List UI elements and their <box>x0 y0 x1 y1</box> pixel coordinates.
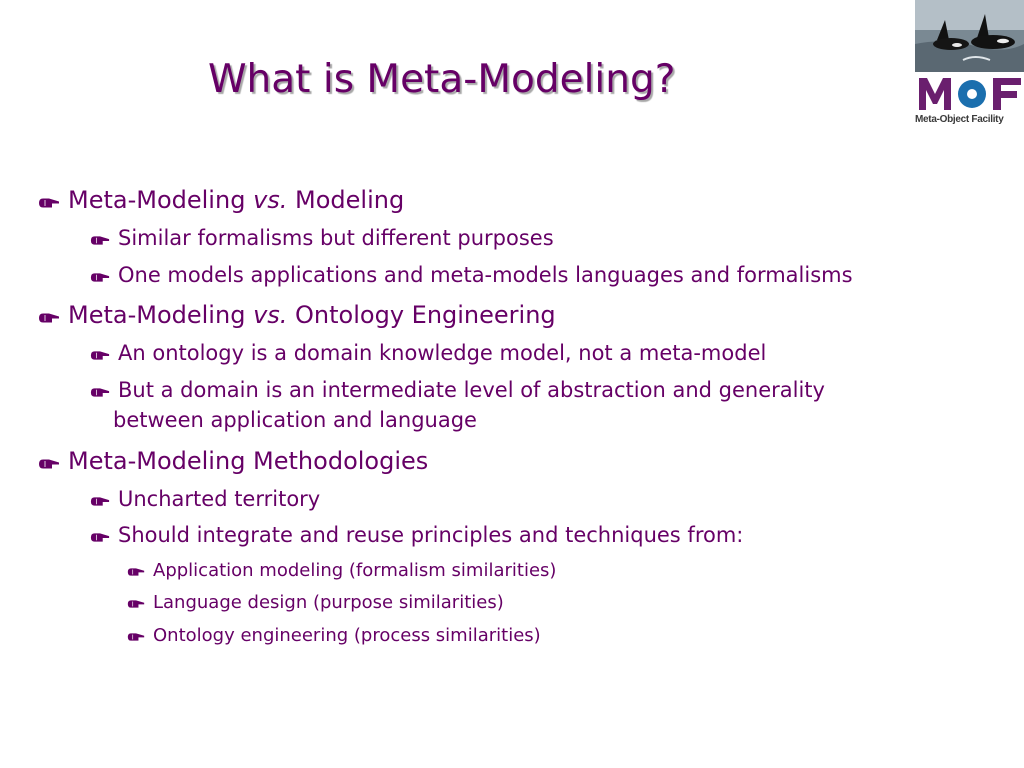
bullet-text: Uncharted territory <box>118 487 321 511</box>
bullet-methodologies <box>38 447 428 476</box>
pointing-hand-icon <box>90 342 110 366</box>
bullet-text: Meta-Modeling <box>68 186 254 214</box>
bullet-text: But a domain is an intermediate level of abstraction and generality <box>118 378 825 402</box>
slide-title: What is Meta-Modeling? <box>208 57 676 102</box>
bullet-text-emphasis: vs. <box>253 186 288 214</box>
pointing-hand-icon <box>127 593 145 614</box>
bullet-text: between application and language <box>113 408 477 432</box>
bullet-text: Ontology engineering (process similarities) <box>153 625 541 646</box>
pointing-hand-icon <box>38 448 60 476</box>
bullet-text: Similar formalisms but different purposes <box>118 226 554 250</box>
sub-sub-bullet <box>127 625 541 647</box>
bullet-text: Ontology Engineering <box>287 301 556 329</box>
pointing-hand-icon <box>90 488 110 512</box>
bullet-text: An ontology is a domain knowledge model, not a meta-model <box>118 341 767 365</box>
pointing-hand-icon <box>127 561 145 582</box>
bullet-meta-modeling-vs-modeling <box>38 186 404 215</box>
sub-bullet <box>90 487 320 512</box>
pointing-hand-icon <box>90 379 110 403</box>
sub-bullet <box>90 523 743 548</box>
pointing-hand-icon <box>38 302 60 330</box>
pointing-hand-icon <box>90 264 110 288</box>
bullet-meta-modeling-vs-ontology <box>38 301 556 330</box>
pointing-hand-icon <box>90 227 110 251</box>
bullet-text: Language design (purpose similarities) <box>153 592 504 613</box>
bullet-text: Should integrate and reuse principles and techniques from: <box>118 523 744 547</box>
bullet-text: Meta-Modeling Methodologies <box>68 447 429 475</box>
bullet-text: Meta-Modeling <box>68 301 254 329</box>
pointing-hand-icon <box>38 187 60 215</box>
bullet-text: Application modeling (formalism similarities) <box>153 560 557 581</box>
sub-sub-bullet <box>127 560 556 582</box>
bullet-text-emphasis: vs. <box>253 301 288 329</box>
sub-bullet-continuation <box>113 408 477 432</box>
sub-bullet <box>90 341 766 366</box>
mof-caption: Meta-Object Facility <box>915 114 1004 125</box>
bullet-text: One models applications and meta-models languages and formalisms <box>118 263 853 287</box>
sub-sub-bullet <box>127 592 504 614</box>
sub-bullet <box>90 263 853 288</box>
bullet-text: Modeling <box>287 186 405 214</box>
sub-bullet <box>90 226 554 251</box>
pointing-hand-icon <box>127 626 145 647</box>
pointing-hand-icon <box>90 524 110 548</box>
sub-bullet <box>90 378 825 403</box>
